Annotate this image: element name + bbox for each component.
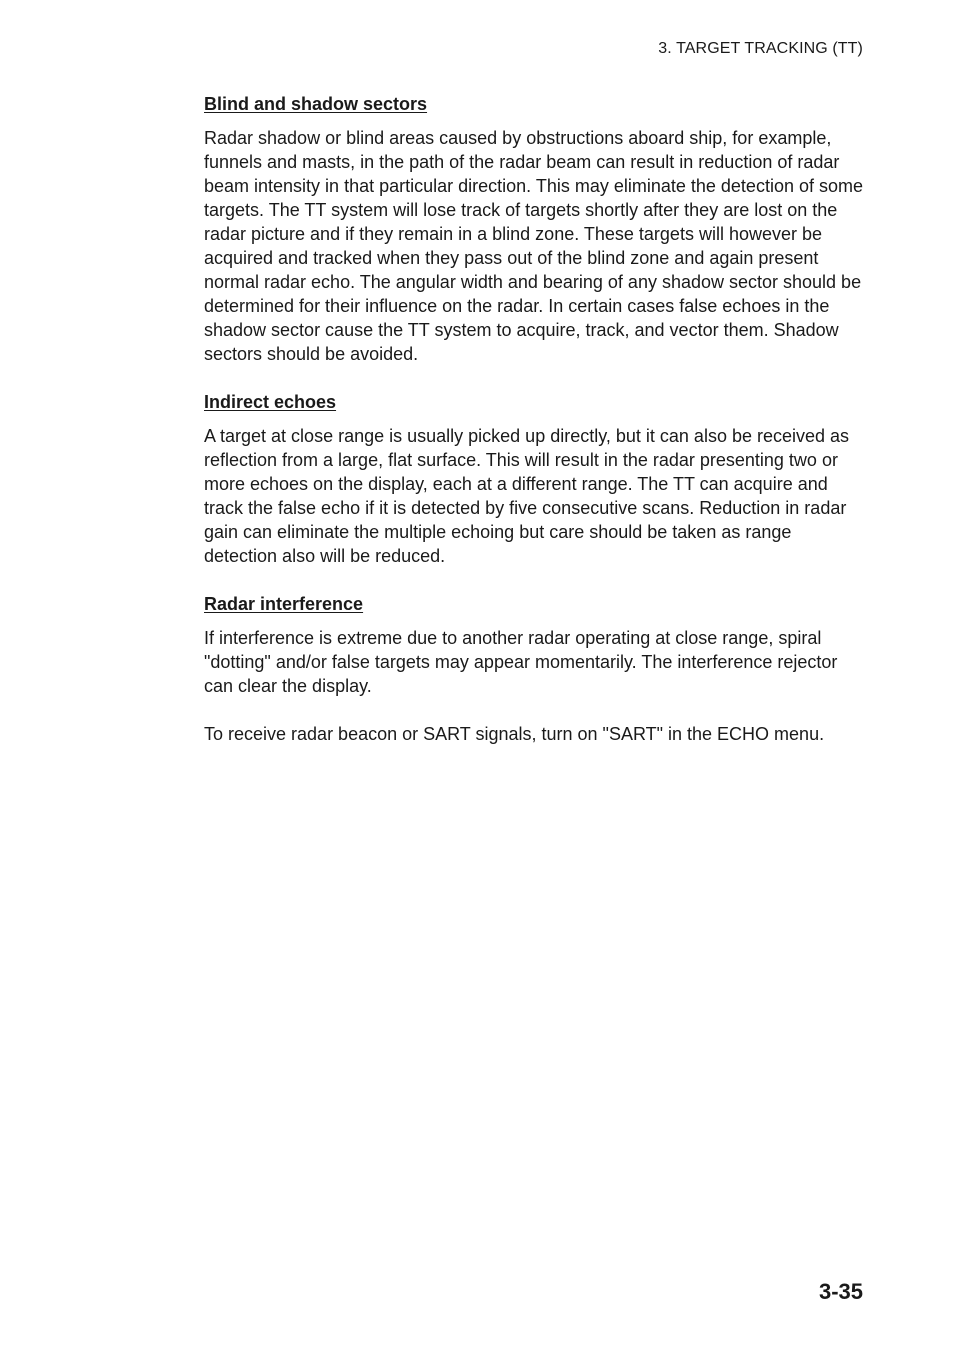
section-body: If interference is extreme due to another radar operating at close range, spiral "dotting" and/or false targets may appear momentarily. The interference rejector can clear the display.: [204, 628, 838, 696]
section-indirect-echoes: [204, 390, 864, 568]
section-body: A target at close range is usually picked up directly, but it can also be received as reflection from a large, flat surface. This will result in the radar presenting two or more echoes on the display, each at a different range. The TT can acquire and track the false echo if it is detected by five consecutive scans. Reduction in radar gain can eliminate the multiple echoing but care should be taken as range detection also will be reduced.: [204, 426, 850, 566]
section-heading: Radar interference: [204, 594, 364, 614]
section-radar-interference: [204, 592, 864, 698]
section-heading: Blind and shadow sectors: [204, 94, 428, 114]
page-number: 3-35: [818, 1279, 863, 1304]
section-body: Radar shadow or blind areas caused by obstructions aboard ship, for example, funnels and masts, in the path of the radar beam can result in reduction of radar beam intensity in that particular direction. This may eliminate the detection of some targets. The TT system will lose track of targets shortly after they are lost on the radar picture and if they remain in a blind zone. These targets will however be acquired and tracked when they pass out of the blind zone and again present normal radar echo. The angular width and bearing of any shadow sector should be determined for their influence on the radar. In certain cases false echoes in the shadow sector cause the TT system to acquire, track, and vector them. Shadow sectors should be avoided.: [204, 128, 863, 364]
section-heading: Indirect echoes: [204, 392, 337, 412]
closing-note: To receive radar beacon or SART signals, turn on "SART" in the ECHO menu.: [204, 724, 825, 744]
page-content: [204, 92, 864, 746]
section-blind-shadow-sectors: [204, 92, 864, 366]
running-header: 3. TARGET TRACKING (TT): [658, 40, 863, 57]
